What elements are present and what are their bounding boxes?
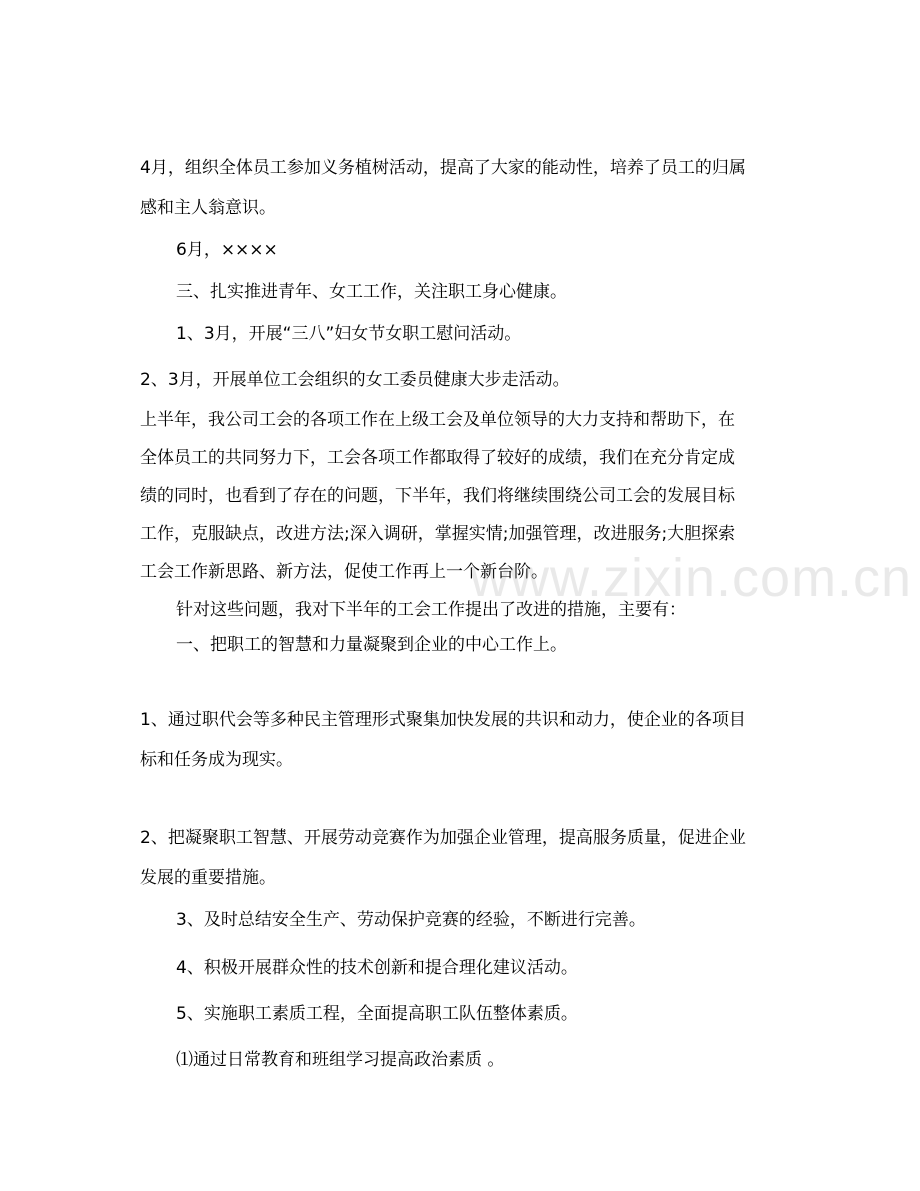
text-line: 发展的重要措施。 <box>140 868 276 888</box>
text-line: 4、积极开展群众性的技术创新和提合理化建议活动。 <box>176 958 578 978</box>
text-line: 1、通过职代会等多种民主管理形式聚集加快发展的共识和动力，使企业的各项目 <box>140 710 746 730</box>
text-line: 针对这些问题，我对下半年的工会工作提出了改进的措施，主要有： <box>176 600 686 620</box>
text-line: 工会工作新思路、新方法，促使工作再上一个新台阶。 <box>140 562 548 582</box>
text-line: 一、把职工的智慧和力量凝聚到企业的中心工作上。 <box>176 635 567 655</box>
text-line: 3、及时总结安全生产、劳动保护竞赛的经验，不断进行完善。 <box>176 910 646 930</box>
text-line: 标和任务成为现实。 <box>140 750 293 770</box>
text-line: 5、实施职工素质工程，全面提高职工队伍整体素质。 <box>176 1004 578 1024</box>
text-line: 2、3月，开展单位工会组织的女工委员健康大步走活动。 <box>140 370 570 390</box>
text-line: 上半年，我公司工会的各项工作在上级工会及单位领导的大力支持和帮助下，在 <box>140 410 735 430</box>
text-line: 绩的同时，也看到了存在的问题，下半年，我们将继续围绕公司工会的发展目标 <box>140 486 735 506</box>
text-line: 感和主人翁意识。 <box>140 198 276 218</box>
text-line: 6月，×××× <box>176 240 278 260</box>
watermark: www.zixin.com.cn <box>470 548 913 608</box>
text-line: 4月，组织全体员工参加义务植树活动，提高了大家的能动性，培养了员工的归属 <box>140 158 746 178</box>
text-line: ⑴通过日常教育和班组学习提高政治素质 。 <box>176 1050 505 1070</box>
text-line: 2、把凝聚职工智慧、开展劳动竞赛作为加强企业管理，提高服务质量，促进企业 <box>140 828 746 848</box>
text-line: 工作，克服缺点，改进方法;深入调研，掌握实情;加强管理，改进服务;大胆探索 <box>140 524 736 544</box>
text-line: 全体员工的共同努力下，工会各项工作都取得了较好的成绩，我们在充分肯定成 <box>140 448 735 468</box>
text-line: 三、扎实推进青年、女工工作，关注职工身心健康。 <box>176 282 567 302</box>
text-line: 1、3月，开展“三八”妇女节女职工慰问活动。 <box>176 324 522 344</box>
